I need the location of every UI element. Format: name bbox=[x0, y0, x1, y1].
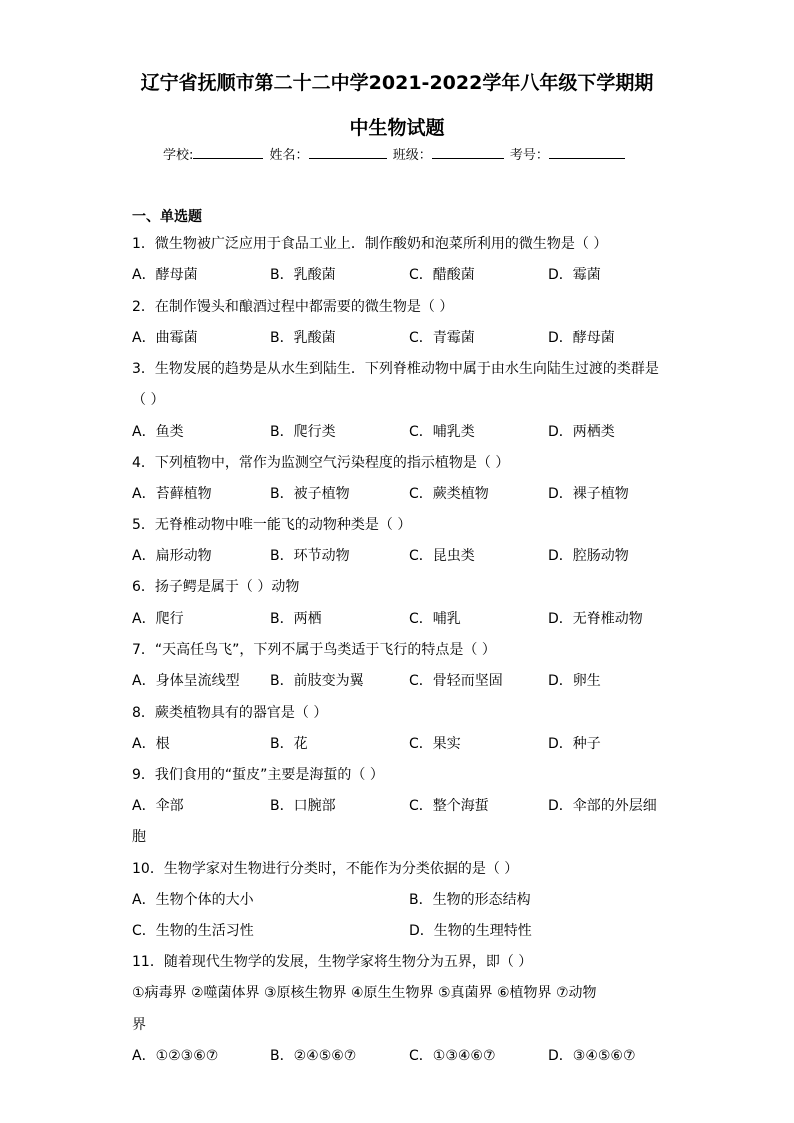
name-label: 姓名： bbox=[269, 148, 309, 163]
option: B．被子植物 bbox=[270, 486, 350, 502]
question-options bbox=[132, 608, 672, 628]
option: B．爬行类 bbox=[270, 424, 336, 440]
option: A．曲霉菌 bbox=[132, 330, 198, 346]
question-stem: 8．蕨类植物具有的器官是（ ） bbox=[132, 705, 328, 721]
question-stem: 6．扬子鳄是属于（ ）动物 bbox=[132, 579, 300, 595]
question-options bbox=[132, 733, 672, 753]
question-stem: 3．生物发展的趋势是从水生到陆生．下列脊椎动物中属于由水生向陆生过渡的类群是 bbox=[132, 361, 659, 377]
exam-number-blank[interactable] bbox=[549, 146, 625, 159]
option: B．乳酸菌 bbox=[270, 330, 336, 346]
option: D．霉菌 bbox=[548, 267, 601, 283]
option: D．腔肠动物 bbox=[548, 548, 629, 564]
option: C．骨轻而坚固 bbox=[409, 673, 503, 689]
option: C．昆虫类 bbox=[409, 548, 475, 564]
option: C．蕨类植物 bbox=[409, 486, 489, 502]
option: D．生物的生理特性 bbox=[409, 923, 532, 939]
question-options bbox=[132, 264, 672, 284]
option: A．身体呈流线型 bbox=[132, 673, 240, 689]
option: B．花 bbox=[270, 736, 308, 752]
option-continued: 胞 bbox=[132, 829, 146, 845]
option: B．两栖 bbox=[270, 611, 322, 627]
option: B．②④⑤⑥⑦ bbox=[270, 1048, 357, 1064]
school-blank[interactable] bbox=[193, 146, 263, 159]
class-label: 班级： bbox=[392, 148, 432, 163]
option: A．根 bbox=[132, 736, 170, 752]
student-info-row bbox=[163, 144, 627, 163]
option: A．①②③⑥⑦ bbox=[132, 1048, 219, 1064]
option: C．青霉菌 bbox=[409, 330, 475, 346]
option: C．①③④⑥⑦ bbox=[409, 1048, 496, 1064]
question-stem-continued: （ ） bbox=[132, 392, 165, 408]
option: B．生物的形态结构 bbox=[409, 892, 531, 908]
option: A．酵母菌 bbox=[132, 267, 198, 283]
question-options bbox=[132, 670, 672, 690]
question-stem: 4．下列植物中，常作为监测空气污染程度的指示植物是（ ） bbox=[132, 455, 510, 471]
question-stem: 2．在制作馒头和酿酒过程中都需要的微生物是（ ） bbox=[132, 299, 454, 315]
question-options bbox=[132, 327, 672, 347]
option: A．爬行 bbox=[132, 611, 184, 627]
option: D．卵生 bbox=[548, 673, 601, 689]
question-options bbox=[132, 483, 672, 503]
question-stem: 9．我们食用的“蜇皮”主要是海蜇的（ ） bbox=[132, 767, 384, 783]
option: D．③④⑤⑥⑦ bbox=[548, 1048, 636, 1064]
option: A．苔藓植物 bbox=[132, 486, 212, 502]
name-blank[interactable] bbox=[309, 146, 387, 159]
question-stem: 11．随着现代生物学的发展，生物学家将生物分为五界，即（ ） bbox=[132, 954, 533, 970]
question-stem: 10．生物学家对生物进行分类时，不能作为分类依据的是（ ） bbox=[132, 861, 519, 877]
option: D．两栖类 bbox=[548, 424, 615, 440]
option: C．醋酸菌 bbox=[409, 267, 475, 283]
question-stem-list-continued: 界 bbox=[132, 1017, 146, 1033]
class-blank[interactable] bbox=[432, 146, 504, 159]
option: D．酵母菌 bbox=[548, 330, 615, 346]
option: C．哺乳类 bbox=[409, 424, 475, 440]
question-options bbox=[132, 1045, 672, 1065]
question-options bbox=[132, 421, 672, 441]
question-stem: 5．无脊椎动物中唯一能飞的动物种类是（ ） bbox=[132, 517, 412, 533]
option: C．生物的生活习性 bbox=[132, 923, 254, 939]
question-options bbox=[132, 795, 672, 815]
option: B．乳酸菌 bbox=[270, 267, 336, 283]
option: D．无脊椎动物 bbox=[548, 611, 643, 627]
option: C．哺乳 bbox=[409, 611, 461, 627]
option: B．前肢变为翼 bbox=[270, 673, 364, 689]
option: A．扁形动物 bbox=[132, 548, 212, 564]
option: B．口腕部 bbox=[270, 798, 336, 814]
question-stem-list: ①病毒界 ②噬菌体界 ③原核生物界 ④原生生物界 ⑤真菌界 ⑥植物界 ⑦动物 bbox=[132, 985, 597, 1001]
school-label: 学校: bbox=[163, 148, 194, 163]
option: D．种子 bbox=[548, 736, 601, 752]
exam-title-line-2: 中生物试题 bbox=[349, 117, 445, 139]
question-stem: 7．“天高任鸟飞”，下列不属于鸟类适于飞行的特点是（ ） bbox=[132, 642, 496, 658]
option: D．伞部的外层细 bbox=[548, 798, 657, 814]
option: B．环节动物 bbox=[270, 548, 350, 564]
exam-number-label: 考号： bbox=[509, 148, 549, 163]
option: C．整个海蜇 bbox=[409, 798, 489, 814]
option: A．鱼类 bbox=[132, 424, 184, 440]
question-options bbox=[132, 920, 672, 940]
option: A．生物个体的大小 bbox=[132, 892, 254, 908]
question-options bbox=[132, 889, 672, 909]
section-title: 一、单选题 bbox=[132, 209, 202, 225]
exam-title-line-1: 辽宁省抚顺市第二十二中学2021-2022学年八年级下学期期 bbox=[140, 72, 654, 94]
option: C．果实 bbox=[409, 736, 461, 752]
option: D．裸子植物 bbox=[548, 486, 629, 502]
option: A．伞部 bbox=[132, 798, 184, 814]
question-stem: 1．微生物被广泛应用于食品工业上．制作酸奶和泡菜所利用的微生物是（ ） bbox=[132, 236, 608, 252]
question-options bbox=[132, 545, 672, 565]
